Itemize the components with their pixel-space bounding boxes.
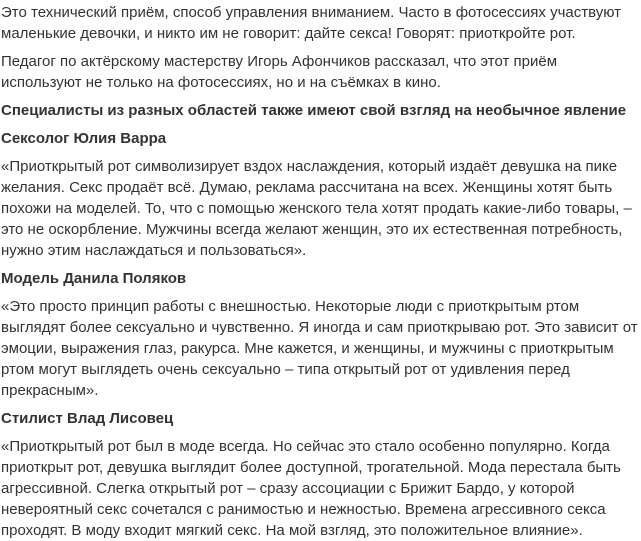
section-heading-specialists: Специалисты из разных областей также имеют свой взгляд на необычное явление <box>1 102 627 119</box>
article-paragraph-teacher: Педагог по актёрскому мастерству Игорь Афончиков рассказал, что этот приём используют не только на фотосессиях, но и на съёмках в кино. <box>1 53 558 91</box>
expert-quote-stylist: «Приоткрытый рот был в моде всегда. Но сейчас это стало особенно популярно. Когда приоткрыт рот, девушка выглядит более доступной, трогательной. Мода перестала быть агрессивной. Слегка открытый рот – сразу ассоциации с Брижит Бардо, у которой невероятный секс сочетался с ранимостью и нежностью. Времена агрессивного секса проходят. В моду входит мягкий секс. На мой взгляд, это положительное влияние». <box>1 438 621 539</box>
expert-heading-sexologist: Сексолог Юлия Варра <box>1 130 167 147</box>
expert-quote-sexologist: «Приоткрытый рот символизирует вздох наслаждения, который издаёт девушка на пике желания. Секс продаёт всё. Думаю, реклама рассчитана на всех. Женщины хотят быть похожи на моделей. То, что с помощью женского тела хотят продать какие-либо товары, – это не оскорбление. Мужчины всегда желают женщин, это их естественная потребность, нужно этим наслаждаться и пользоваться». <box>1 158 632 259</box>
expert-heading-stylist: Стилист Влад Лисовец <box>1 410 174 427</box>
article-paragraph-intro: Это технический приём, способ управления вниманием. Часто в фотосессиях участвуют маленькие девочки, и никто им не говорит: дайте секса! Говорят: приоткройте рот. <box>1 4 622 42</box>
expert-quote-model: «Это просто принцип работы с внешностью. Некоторые люди с приоткрытым ртом выглядят более сексуально и чувственно. Я иногда и сам приоткрываю рот. Это зависит от эмоции, выражения глаз, ракурса. Мне кажется, и женщины, и мужчины с приоткрытым ртом могут выглядеть очень сексуально – типа открытый рот от удивления перед прекрасным». <box>1 298 638 399</box>
expert-heading-model: Модель Данила Поляков <box>1 270 187 287</box>
